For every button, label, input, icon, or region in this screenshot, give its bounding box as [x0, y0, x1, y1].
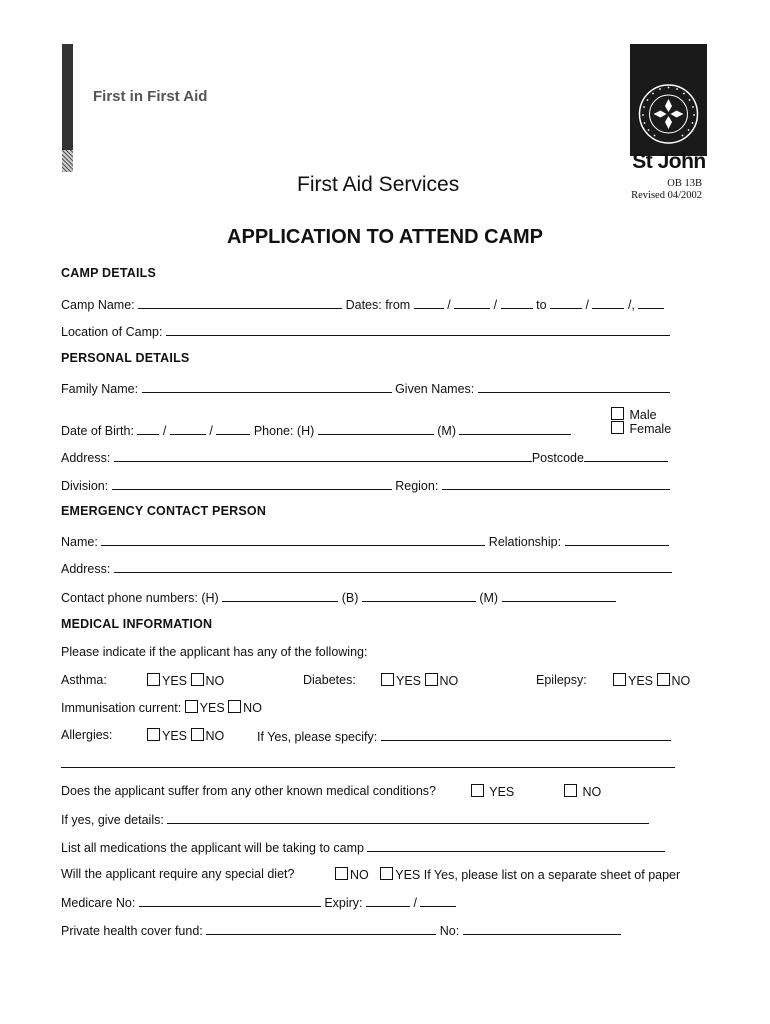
- details-row: [61, 811, 649, 827]
- diabetes-options: [381, 673, 458, 688]
- location-row: [61, 323, 670, 339]
- medications-label: List all medications the applicant will be taking to camp: [61, 841, 364, 855]
- emergency-name-field[interactable]: [101, 533, 485, 546]
- no-label: NO: [671, 674, 691, 688]
- asthma-options: [147, 673, 224, 688]
- contact-home-field[interactable]: [222, 589, 338, 602]
- camp-details-heading: CAMP DETAILS: [61, 266, 156, 280]
- expiry-label: Expiry:: [324, 896, 363, 910]
- medical-information-heading: MEDICAL INFORMATION: [61, 617, 213, 631]
- private-health-no-label: No:: [439, 924, 460, 938]
- camp-name-row: [61, 296, 664, 312]
- allergies-extra-line[interactable]: [61, 767, 675, 768]
- immunisation-no-checkbox[interactable]: [228, 700, 241, 713]
- immunisation-yes-checkbox[interactable]: [185, 700, 198, 713]
- if-yes-specify-label: If Yes, please specify:: [257, 730, 378, 744]
- dob-month-field[interactable]: [170, 422, 206, 435]
- asthma-label: Asthma:: [61, 673, 107, 687]
- no-label: NO: [243, 701, 262, 715]
- diet-options: [335, 867, 680, 882]
- division-field[interactable]: [112, 477, 392, 490]
- allergies-no-checkbox[interactable]: [191, 728, 204, 741]
- dob-label: Date of Birth:: [61, 424, 134, 438]
- medicare-field[interactable]: [139, 894, 321, 907]
- allergies-specify-row: [257, 728, 671, 744]
- diet-note: If Yes, please list on a separate sheet of paper: [423, 868, 681, 882]
- yes-label: YES: [162, 674, 188, 688]
- no-label: NO: [350, 868, 369, 882]
- epilepsy-no-checkbox[interactable]: [657, 673, 670, 686]
- postcode-field[interactable]: [584, 449, 668, 462]
- contact-phones-row: [61, 589, 616, 605]
- date-to-day-field[interactable]: [550, 296, 582, 309]
- dob-phone-row: [61, 422, 571, 438]
- other-conditions-label: Does the applicant suffer from any other known medical conditions?: [61, 784, 436, 798]
- revision-date: Revised 04/2002: [631, 190, 702, 201]
- female-option[interactable]: [611, 421, 671, 436]
- date-separator-comma: /,: [627, 298, 635, 312]
- male-checkbox[interactable]: [611, 407, 624, 420]
- epilepsy-options: [613, 673, 690, 688]
- diet-no-checkbox[interactable]: [335, 867, 348, 880]
- allergies-options: [147, 728, 224, 743]
- dates-to-label: to: [536, 298, 547, 312]
- address-label: Address:: [61, 451, 111, 465]
- epilepsy-yes-checkbox[interactable]: [613, 673, 626, 686]
- division-row: [61, 477, 670, 493]
- region-label: Region:: [395, 479, 439, 493]
- region-field[interactable]: [442, 477, 670, 490]
- sidebar-hatch: [62, 150, 73, 172]
- phone-mobile-field[interactable]: [459, 422, 571, 435]
- allergies-yes-checkbox[interactable]: [147, 728, 160, 741]
- camp-name-label: Camp Name:: [61, 298, 135, 312]
- given-names-label: Given Names:: [395, 382, 475, 396]
- other-conditions-yes-option[interactable]: [471, 784, 514, 799]
- expiry-year-field[interactable]: [420, 894, 456, 907]
- tagline: First in First Aid: [93, 88, 208, 105]
- address-row: [61, 449, 668, 465]
- form-code-block: [560, 178, 702, 202]
- diet-label: Will the applicant require any special diet?: [61, 867, 295, 881]
- immunisation-label: Immunisation current:: [61, 701, 182, 715]
- date-from-year-field[interactable]: [501, 296, 533, 309]
- medicare-label: Medicare No:: [61, 896, 136, 910]
- postcode-label: Postcode: [531, 451, 584, 465]
- no-label: NO: [205, 674, 225, 688]
- emergency-address-field[interactable]: [114, 560, 672, 573]
- dates-from-label: Dates: from: [345, 298, 411, 312]
- logo-emblem-icon: [630, 44, 707, 156]
- details-field[interactable]: [167, 811, 649, 824]
- no-label: NO: [582, 785, 602, 799]
- if-yes-details-label: If yes, give details:: [61, 813, 164, 827]
- emergency-name-label: Name:: [61, 535, 98, 549]
- diabetes-yes-checkbox[interactable]: [381, 673, 394, 686]
- date-separator: /: [493, 298, 498, 312]
- date-separator: /: [162, 424, 167, 438]
- contact-business-field[interactable]: [362, 589, 476, 602]
- female-checkbox[interactable]: [611, 421, 624, 434]
- no-label: NO: [439, 674, 459, 688]
- other-conditions-no-checkbox[interactable]: [564, 784, 577, 797]
- private-health-field[interactable]: [206, 922, 436, 935]
- epilepsy-label: Epilepsy:: [536, 673, 587, 687]
- medical-intro: Please indicate if the applicant has any of the following:: [61, 645, 368, 659]
- main-title: APPLICATION TO ATTEND CAMP: [227, 226, 543, 248]
- date-separator: /: [413, 896, 417, 910]
- allergies-label: Allergies:: [61, 728, 113, 742]
- family-name-field[interactable]: [142, 380, 392, 393]
- emergency-address-row: [61, 560, 672, 576]
- emergency-address-label: Address:: [61, 562, 111, 576]
- immunisation-row: [61, 700, 262, 715]
- medicare-row: [61, 894, 456, 910]
- contact-mobile-field[interactable]: [502, 589, 616, 602]
- yes-label: YES: [199, 701, 225, 715]
- dob-day-field[interactable]: [137, 422, 159, 435]
- dob-year-field[interactable]: [216, 422, 250, 435]
- date-separator: /: [585, 298, 589, 312]
- service-title: First Aid Services: [297, 173, 460, 196]
- yes-label: YES: [489, 785, 515, 799]
- camp-name-field[interactable]: [138, 296, 342, 309]
- date-to-month-field[interactable]: [592, 296, 624, 309]
- diabetes-label: Diabetes:: [303, 673, 356, 687]
- male-label: Male: [629, 408, 657, 422]
- personal-details-heading: PERSONAL DETAILS: [61, 351, 190, 365]
- expiry-month-field[interactable]: [366, 894, 410, 907]
- yes-label: YES: [396, 674, 422, 688]
- other-conditions-yes-checkbox[interactable]: [471, 784, 484, 797]
- medications-field[interactable]: [367, 839, 665, 852]
- form-code: OB 13B: [667, 178, 702, 189]
- allergies-specify-field[interactable]: [381, 728, 671, 741]
- contact-home-label: Contact phone numbers: (H): [61, 591, 219, 605]
- logo-name: St John: [632, 150, 706, 173]
- emergency-contact-heading: EMERGENCY CONTACT PERSON: [61, 504, 267, 518]
- date-separator: /: [447, 298, 451, 312]
- emergency-name-row: [61, 533, 669, 549]
- asthma-no-checkbox[interactable]: [191, 673, 204, 686]
- contact-business-label: (B): [341, 591, 359, 605]
- yes-label: YES: [628, 674, 654, 688]
- other-conditions-no-option[interactable]: [564, 784, 601, 799]
- date-to-year-field[interactable]: [638, 296, 664, 309]
- private-health-label: Private health cover fund:: [61, 924, 203, 938]
- division-label: Division:: [61, 479, 109, 493]
- phone-home-label: Phone: (H): [253, 424, 315, 438]
- names-row: [61, 380, 670, 396]
- male-option[interactable]: [611, 407, 657, 422]
- family-name-label: Family Name:: [61, 382, 139, 396]
- medications-row: [61, 839, 665, 855]
- phone-home-field[interactable]: [318, 422, 434, 435]
- location-label: Location of Camp:: [61, 325, 163, 339]
- relationship-label: Relationship:: [488, 535, 562, 549]
- yes-label: YES: [162, 729, 188, 743]
- address-field[interactable]: [114, 449, 532, 462]
- location-field[interactable]: [166, 323, 670, 336]
- date-separator: /: [209, 424, 213, 438]
- private-health-number-field[interactable]: [463, 922, 621, 935]
- contact-mobile-label: (M): [479, 591, 499, 605]
- date-from-month-field[interactable]: [454, 296, 490, 309]
- diabetes-no-checkbox[interactable]: [425, 673, 438, 686]
- no-label: NO: [205, 729, 225, 743]
- date-from-day-field[interactable]: [414, 296, 444, 309]
- relationship-field[interactable]: [565, 533, 669, 546]
- given-names-field[interactable]: [478, 380, 670, 393]
- diet-yes-checkbox[interactable]: [380, 867, 393, 880]
- st-john-logo: [630, 44, 707, 156]
- asthma-yes-checkbox[interactable]: [147, 673, 160, 686]
- female-label: Female: [629, 422, 672, 436]
- phone-mobile-label: (M): [437, 424, 456, 438]
- private-health-row: [61, 922, 621, 938]
- yes-label: YES: [395, 868, 421, 882]
